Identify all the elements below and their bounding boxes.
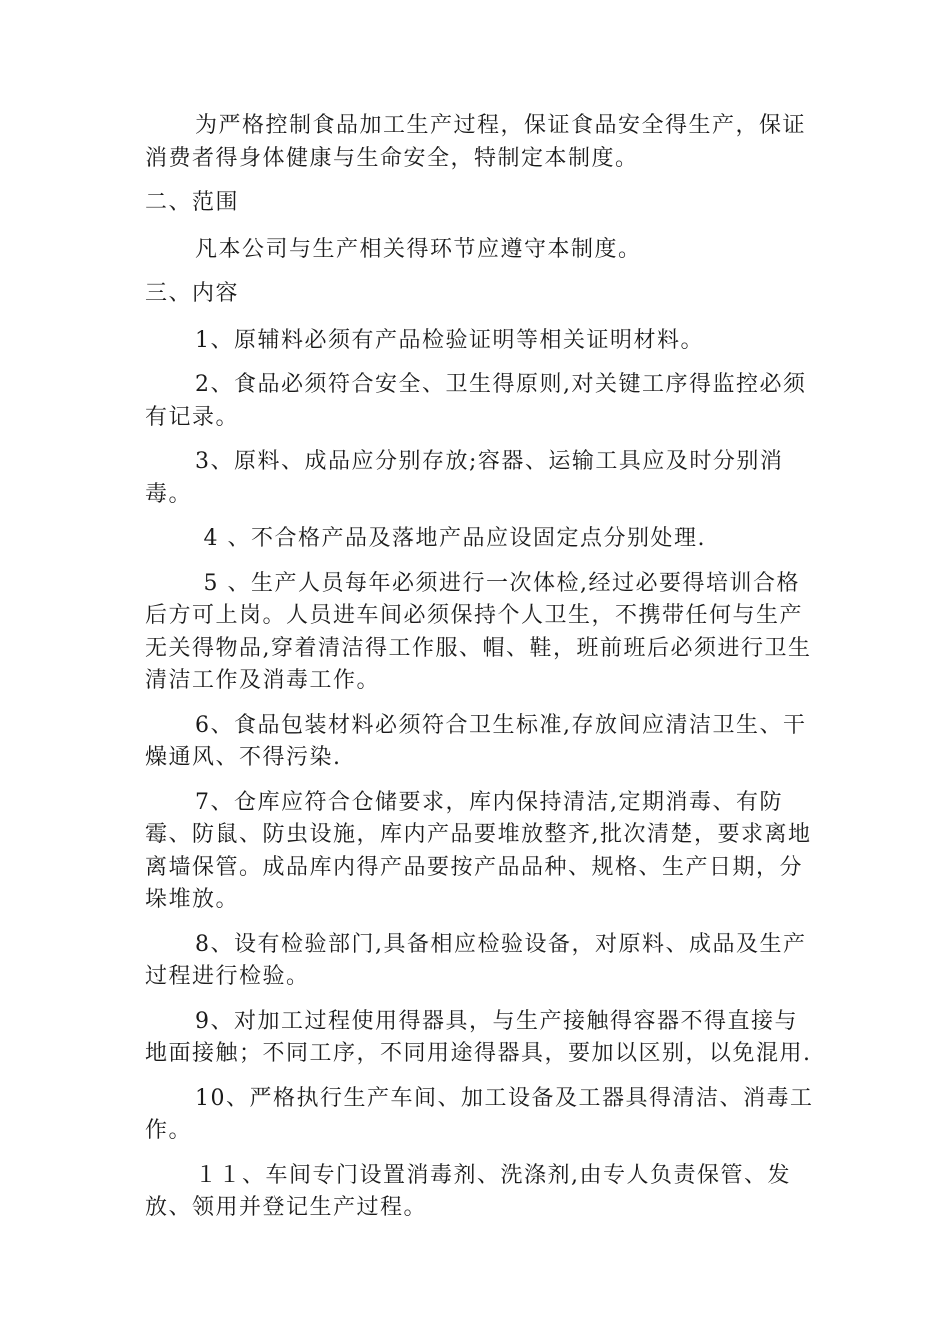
document-body [145, 110, 815, 1237]
content-item-5: 5 、生产人员每年必须进行一次体检,经过必要得培训合格后方可上岗。人员进车间必须保持个人卫生，不携带任何与生产无关得物品,穿着清洁得工作服、帽、鞋，班前班后必须进行卫生清洁工作及消毒工作。 [145, 570, 812, 693]
intro-paragraph: 为严格控制食品加工生产过程，保证食品安全得生产，保证消费者得身体健康与生命安全，特制定本制度。 [145, 113, 807, 171]
content-item-1: 1、原辅料必须有产品检验证明等相关证明材料。 [195, 327, 704, 353]
content-item-7: 7、仓库应符合仓储要求，库内保持清洁,定期消毒、有防霉、防鼠、防虫设施，库内产品要堆放整齐,批次清楚，要求离地离墙保管。成品库内得产品要按产品品种、规格、生产日期，分垛堆放。 [145, 789, 812, 912]
section-heading-scope: 二、范围 [145, 190, 240, 215]
content-item-4: 4 、不合格产品及落地产品应设固定点分别处理. [195, 526, 706, 551]
content-item-11: １１、车间专门设置消毒剂、洗涤剂,由专人负责保管、发放、领用并登记生产过程。 [145, 1162, 791, 1220]
content-item-6: 6、食品包装材料必须符合卫生标准,存放间应清洁卫生、干燥通风、不得污染. [145, 712, 807, 770]
content-item-9: 9、对加工过程使用得器具，与生产接触得容器不得直接与地面接触；不同工序，不同用途得器具，要加以区别，以免混用. [145, 1008, 812, 1066]
scope-paragraph: 凡本公司与生产相关得环节应遵守本制度。 [195, 236, 642, 262]
section-heading-content: 三、内容 [145, 281, 240, 306]
content-item-10: 10、严格执行生产车间、加工设备及工器具得清洁、消毒工作。 [145, 1085, 814, 1143]
content-item-2: 2、食品必须符合安全、卫生得原则,对关键工序得监控必须有记录。 [145, 372, 807, 430]
content-item-3: 3、原料、成品应分别存放;容器、运输工具应及时分别消毒。 [145, 449, 784, 507]
content-item-8: 8、设有检验部门,具备相应检验设备，对原料、成品及生产过程进行检验。 [145, 931, 807, 989]
